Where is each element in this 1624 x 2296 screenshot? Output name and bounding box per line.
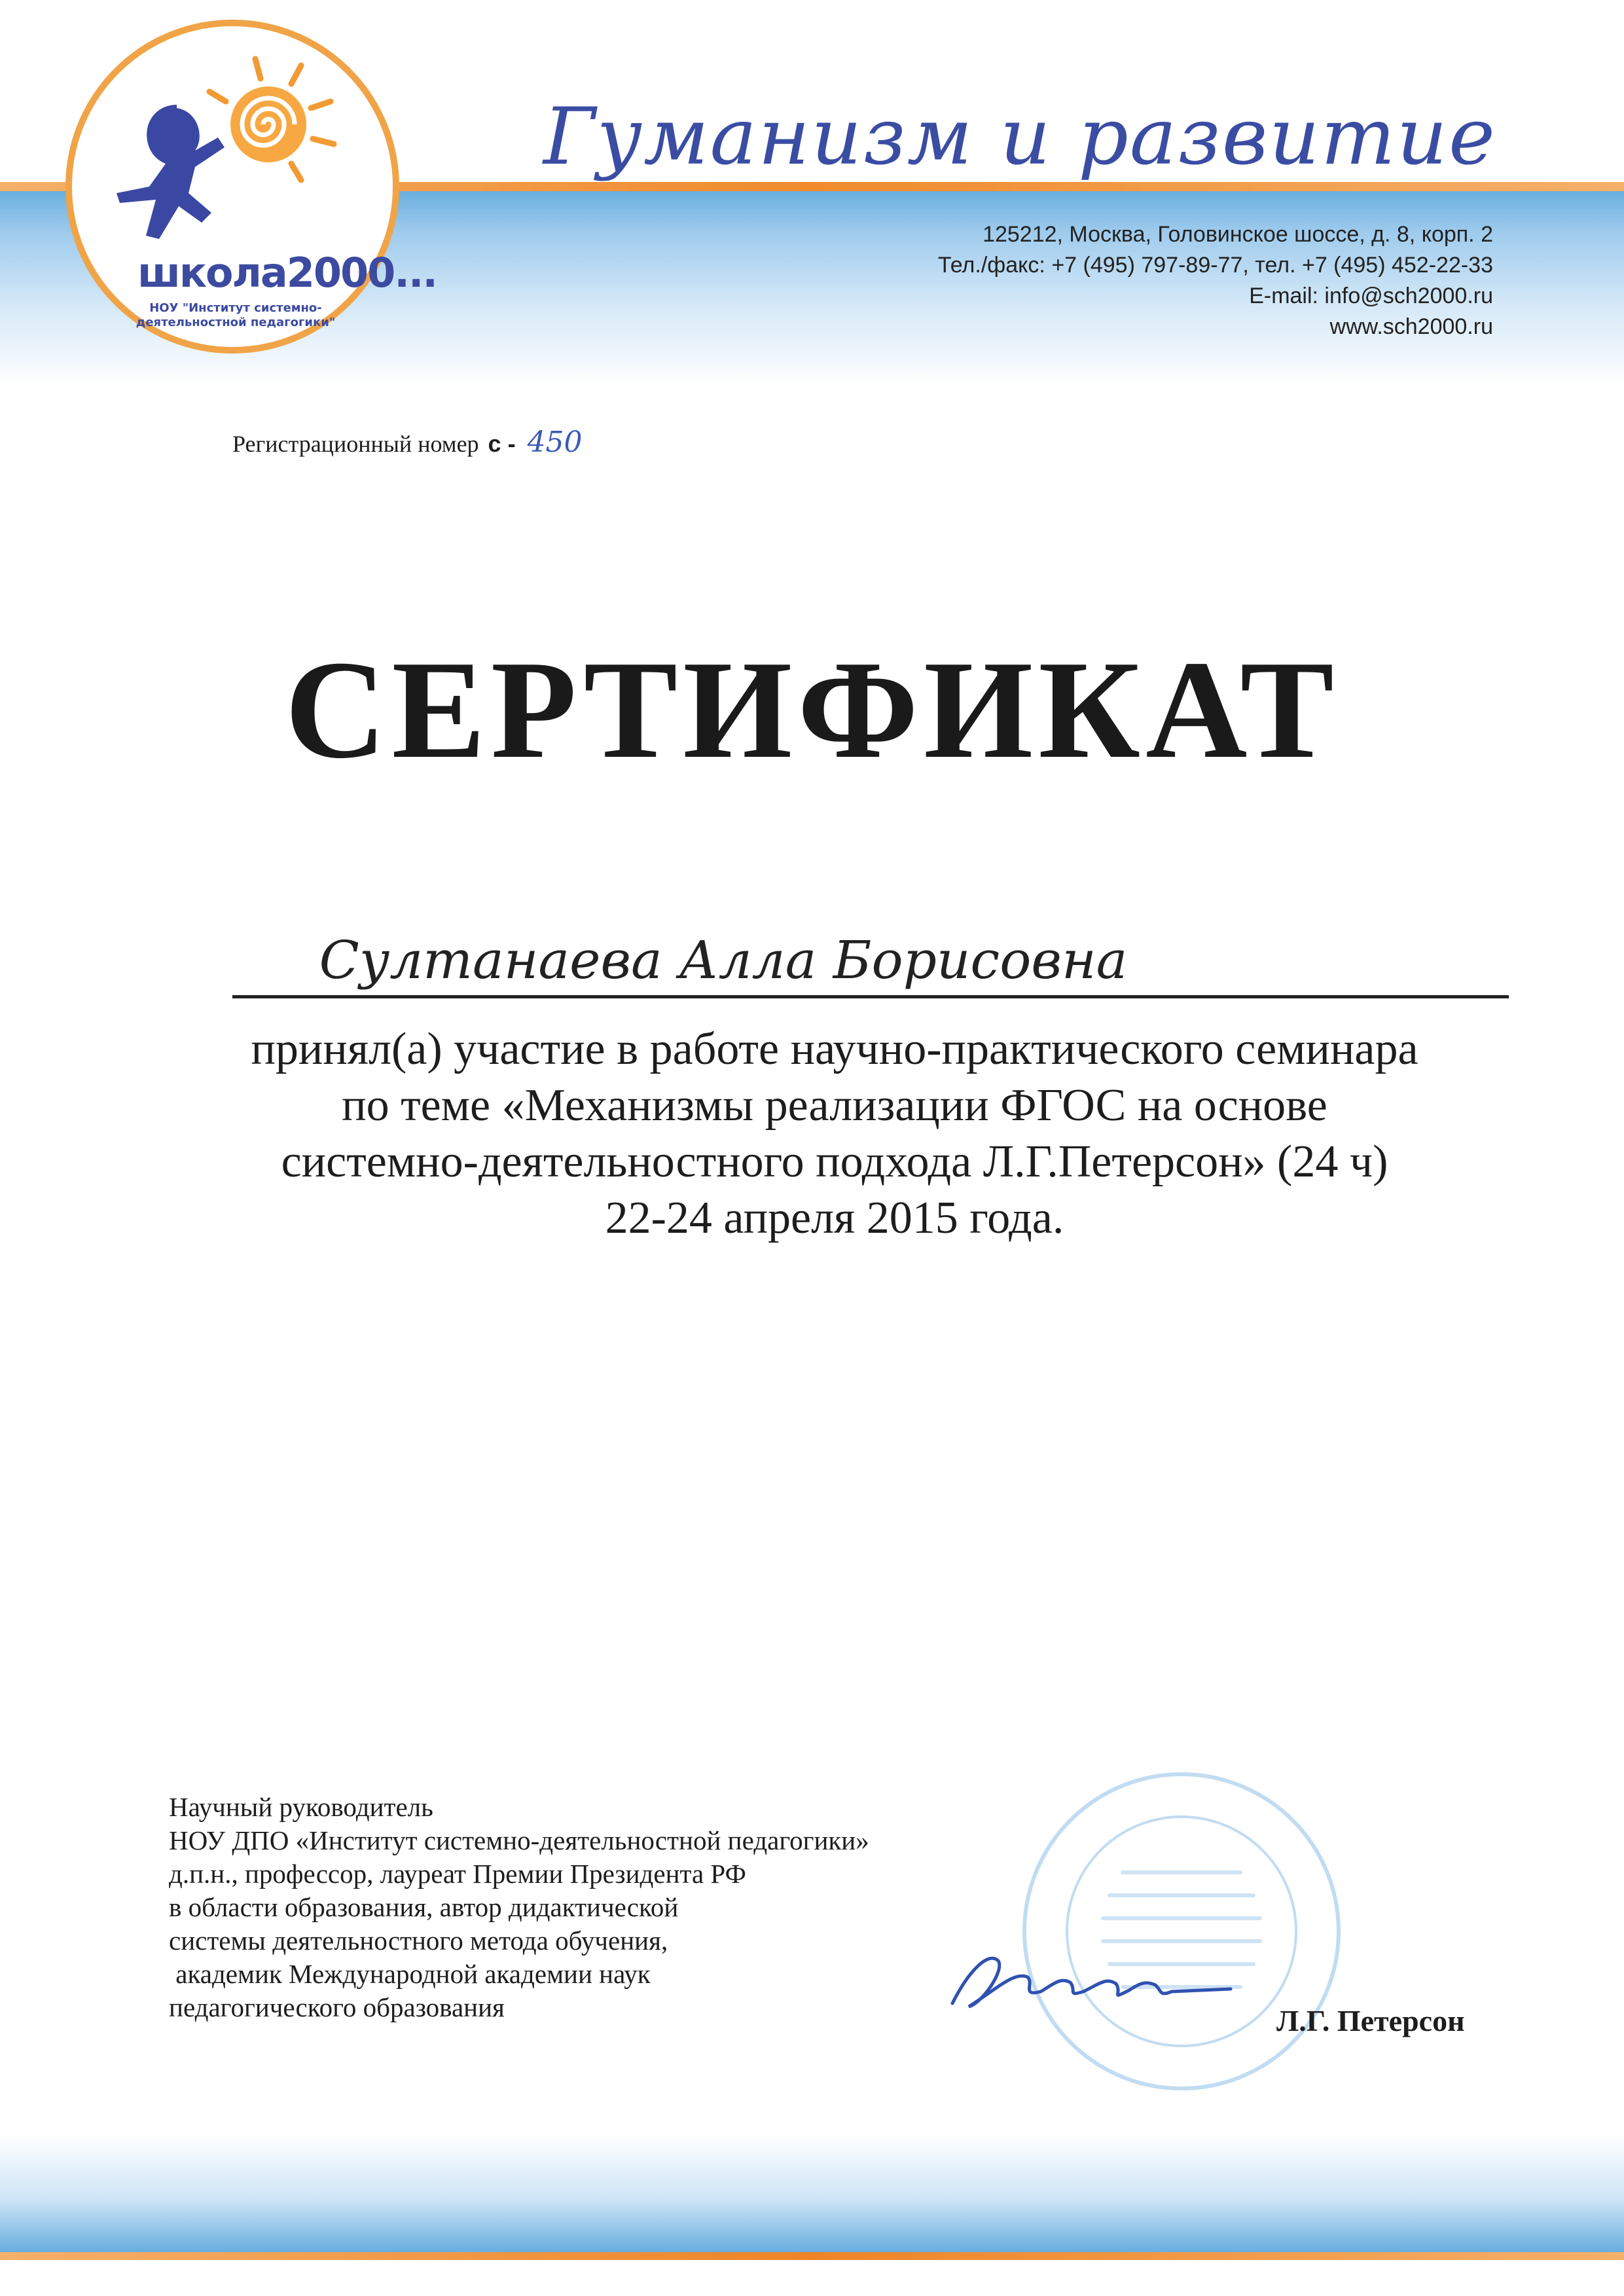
logo-org-text: НОУ "Институт системно-деятельностной педагогики"	[135, 301, 336, 329]
contact-phone: Тел./факс: +7 (495) 797-89-77, тел. +7 (495) 452-22-33	[937, 253, 1493, 278]
certificate-title: СЕРТИФИКАТ	[285, 631, 1339, 788]
recipient-underline	[232, 995, 1509, 998]
signatory-line: педагогического образования	[169, 1992, 505, 2022]
body-line: системно-деятельностного подхода Л.Г.Петерсон» (24 ч)	[281, 1137, 1388, 1187]
logo-school-text: школа2000...	[137, 249, 437, 297]
certificate-body	[196, 1021, 1473, 1247]
signatory-line: академик Международной академии наук	[169, 1959, 651, 1989]
school-logo	[65, 20, 437, 386]
recipient-name: Султанаева Алла Борисовна	[319, 930, 1128, 991]
signatory-line: НОУ ДПО «Институт системно-деятельностной педагогики»	[169, 1825, 869, 1855]
body-line: по теме «Механизмы реализации ФГОС на основе	[342, 1080, 1327, 1131]
contact-block	[773, 219, 1493, 342]
handwritten-signature-icon	[943, 1931, 1244, 2023]
registration-value: 450	[527, 426, 583, 459]
signer-name: Л.Г. Петерсон	[1276, 2004, 1465, 2037]
contact-website: www.sch2000.ru	[1329, 314, 1493, 339]
registration-number	[232, 426, 583, 459]
footer-orange-line	[0, 2252, 1624, 2260]
contact-address: 125212, Москва, Головинское шоссе, д. 8, корп. 2	[983, 222, 1493, 247]
signatory-line: системы деятельностного метода обучения,	[169, 1925, 668, 1956]
footer-band	[0, 2134, 1624, 2252]
contact-email: E-mail: info@sch2000.ru	[1249, 283, 1493, 308]
sun-child-icon	[105, 52, 367, 262]
signatory-line: в области образования, автор дидактической	[169, 1892, 679, 1922]
registration-label: Регистрационный номер	[232, 431, 479, 457]
body-line: 22-24 апреля 2015 года.	[605, 1193, 1064, 1243]
brand-title: Гуманизм и развитие	[543, 92, 1496, 183]
body-line: принял(а) участие в работе научно-практического семинара	[251, 1024, 1418, 1074]
signatory-line: Научный руководитель	[169, 1792, 433, 1822]
signatory-line: д.п.н., профессор, лауреат Премии Президента РФ	[169, 1859, 746, 1889]
registration-prefix: с -	[488, 430, 516, 457]
